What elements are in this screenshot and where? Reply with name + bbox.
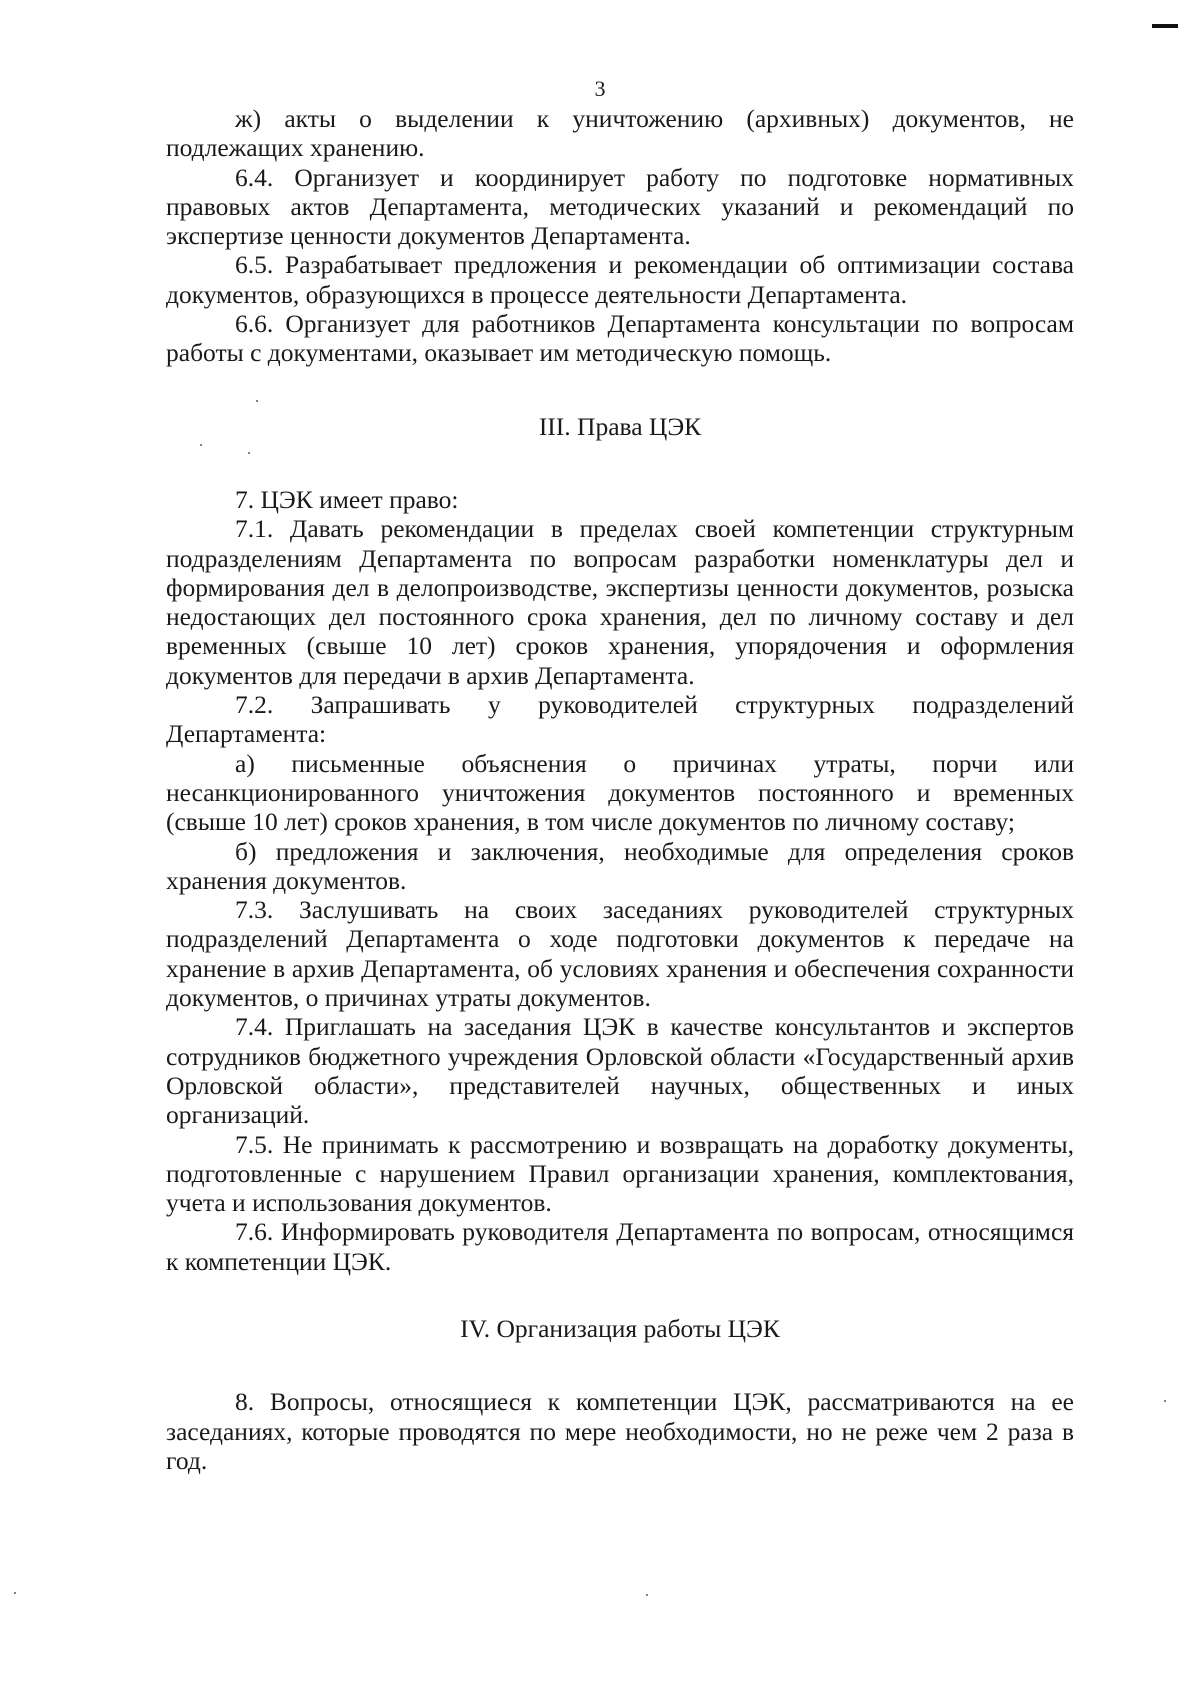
- scan-mark: [1152, 24, 1178, 28]
- spacer: [166, 441, 1074, 485]
- scan-speck: [646, 1594, 648, 1596]
- spacer: [166, 1343, 1074, 1387]
- section-heading-organization: IV. Организация работы ЦЭК: [460, 1313, 780, 1343]
- document-body: [166, 104, 1074, 1475]
- paragraph-7-1: 7.1. Давать рекомендации в пределах своей компетенции структурным подразделениям Департамента по вопросам разработки номенклатуры дел и формирования дел в делопроизводстве, экспертизы ценности документов, розыска недостающих дел постоянного срока хранения, дел по личному составу и дел временных (свыше 10 лет) сроков хранения, упорядочения и оформления документов для передачи в архив Департамента.: [166, 514, 1074, 690]
- paragraph-zh: ж) акты о выделении к уничтожению (архивных) документов, не подлежащих хранению.: [166, 104, 1074, 163]
- paragraph-7-5: 7.5. Не принимать к рассмотрению и возвращать на доработку документы, подготовленные с нарушением Правил организации хранения, комплектования, учета и использования документов.: [166, 1129, 1074, 1218]
- paragraph-7-2-a: а) письменные объяснения о причинах утраты, порчи или несанкционированного уничтожения документов постоянного и временных (свыше 10 лет) сроков хранения, в том числе документов по личному составу;: [166, 748, 1074, 837]
- paragraph-6-6: 6.6. Организует для работников Департамента консультации по вопросам работы с документами, оказывает им методическую помощь.: [166, 309, 1074, 368]
- scan-speck: [1164, 1400, 1166, 1402]
- scan-speck: [248, 452, 250, 454]
- scan-speck: [200, 444, 202, 446]
- paragraph-8: 8. Вопросы, относящиеся к компетенции ЦЭК, рассматриваются на ее заседаниях, которые проводятся по мере необходимости, но не реже чем 2 раза в год.: [166, 1387, 1074, 1475]
- paragraph-6-4: 6.4. Организует и координирует работу по подготовке нормативных правовых актов Департамента, методических указаний и рекомендаций по экспертизе ценности документов Департамента.: [166, 162, 1074, 251]
- spacer: [166, 1276, 1074, 1314]
- scan-speck: [256, 400, 258, 402]
- paragraph-7-2-b: б) предложения и заключения, необходимые для определения сроков хранения документов.: [166, 836, 1074, 895]
- scan-speck: [14, 1592, 16, 1594]
- paragraph-7-4: 7.4. Приглашать на заседания ЦЭК в качестве консультантов и экспертов сотрудников бюджетного учреждения Орловской области «Государственный архив Орловской области», представителей научных, общественных и иных организаций.: [166, 1012, 1074, 1130]
- spacer: [166, 368, 1074, 412]
- paragraph-6-5: 6.5. Разрабатывает предложения и рекомендации об оптимизации состава документов, образующихся в процессе деятельности Департамента.: [166, 250, 1074, 309]
- paragraph-7: 7. ЦЭК имеет право:: [235, 484, 459, 514]
- paragraph-7-6: 7.6. Информировать руководителя Департамента по вопросам, относящимся к компетенции ЦЭК.: [166, 1217, 1074, 1276]
- section-heading-rights: III. Права ЦЭК: [538, 411, 702, 441]
- paragraph-7-3: 7.3. Заслушивать на своих заседаниях руководителей структурных подразделений Департамента о ходе подготовки документов к передаче на хранение в архив Департамента, об условиях хранения и обеспечения сохранности документов, о причинах утраты документов.: [166, 895, 1074, 1013]
- page-number: 3: [594, 76, 606, 101]
- paragraph-7-2: 7.2. Запрашивать у руководителей структурных подразделений Департамента:: [166, 690, 1074, 749]
